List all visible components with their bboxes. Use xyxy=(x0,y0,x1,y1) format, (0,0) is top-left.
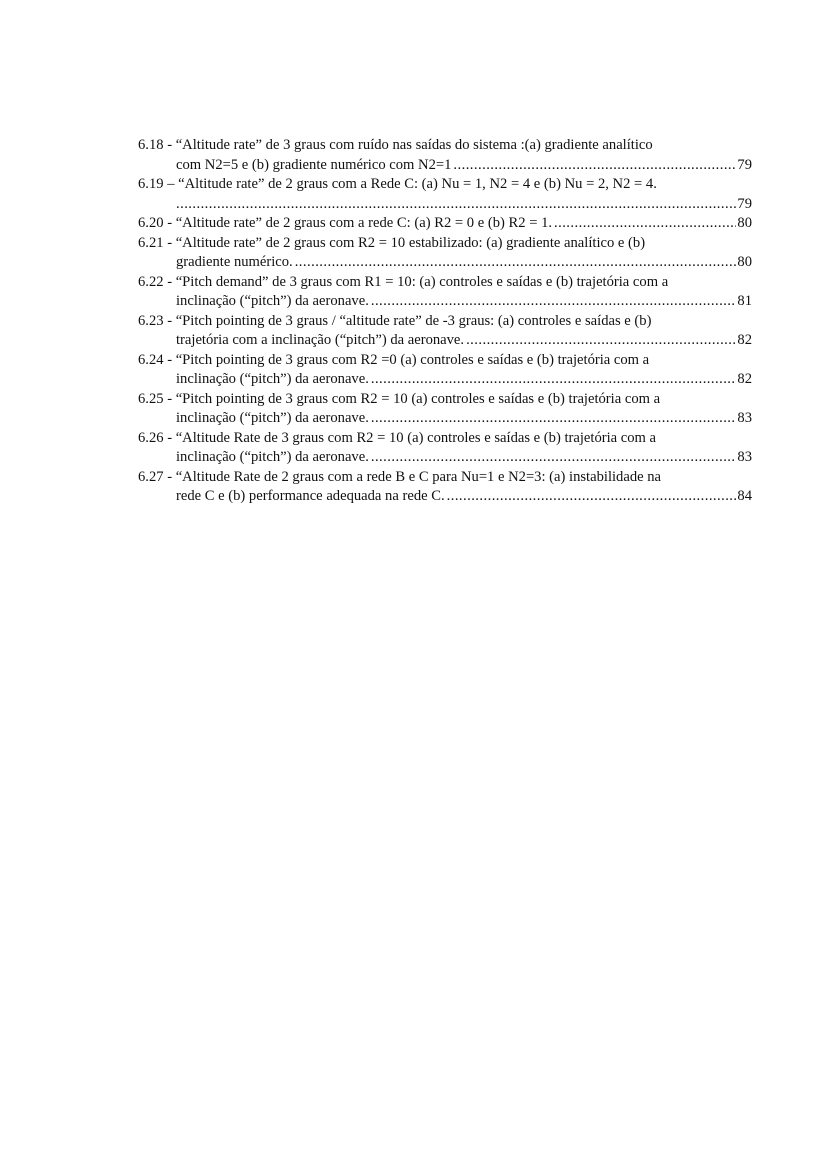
toc-page-number: 84 xyxy=(737,488,752,504)
toc-entry-text: 6.21 - “Altitude rate” de 2 graus com R2 = 10 estabilizado: (a) gradiente analítico e (b) xyxy=(138,234,646,251)
toc-line xyxy=(138,370,752,390)
dot-leader xyxy=(371,292,737,312)
toc-entry-6-23[interactable] xyxy=(138,312,752,351)
toc-line xyxy=(138,234,752,254)
toc-entry-6-22[interactable] xyxy=(138,273,752,312)
toc-entry-text: inclinação (“pitch”) da aeronave. xyxy=(176,410,369,426)
toc-entry-text: trajetória com a inclinação (“pitch”) da aeronave. xyxy=(176,332,465,348)
toc-entry-6-19[interactable] xyxy=(138,175,752,214)
toc-page-number: 79 xyxy=(737,195,752,212)
dot-leader xyxy=(371,448,737,468)
toc-entry-text: 6.26 - “Altitude Rate de 3 graus com R2 = 10 (a) controles e saídas e (b) trajetória com a xyxy=(138,429,657,446)
toc-entry-6-25[interactable] xyxy=(138,390,752,429)
toc-entry-text: 6.23 - “Pitch pointing de 3 graus / “altitude rate” de -3 graus: (a) controles e saídas e (b) xyxy=(138,312,652,329)
toc-line xyxy=(138,351,752,371)
toc-entry-6-18[interactable] xyxy=(138,136,752,175)
toc-line xyxy=(138,156,752,176)
toc-entry-text: 6.25 - “Pitch pointing de 3 graus com R2 = 10 (a) controles e saídas e (b) trajetória com a xyxy=(138,390,661,407)
toc-entry-text: 6.22 - “Pitch demand” de 3 graus com R1 = 10: (a) controles e saídas e (b) trajetória com a xyxy=(138,273,669,290)
dot-leader xyxy=(466,331,736,351)
toc-entry-text: 6.27 - “Altitude Rate de 2 graus com a rede B e C para Nu=1 e N2=3: (a) instabilidade na xyxy=(138,468,662,485)
toc-line xyxy=(138,273,752,293)
toc-entry-text: 6.20 - “Altitude rate” de 2 graus com a rede C: (a) R2 = 0 e (b) R2 = 1. xyxy=(138,215,553,231)
toc-page-number: 82 xyxy=(737,371,752,387)
toc-entry-6-20[interactable] xyxy=(138,214,752,234)
toc-page-number: 80 xyxy=(737,215,752,231)
dot-leader xyxy=(453,156,736,176)
toc-entry-text: inclinação (“pitch”) da aeronave. xyxy=(176,371,369,387)
toc-line xyxy=(138,429,752,449)
toc-entry-text: 6.18 - “Altitude rate” de 3 graus com ruído nas saídas do sistema :(a) gradiente analítico xyxy=(138,137,653,153)
toc-entry-6-26[interactable] xyxy=(138,429,752,468)
toc-entry-text: 6.19 – “Altitude rate” de 2 graus com a Rede C: (a) Nu = 1, N2 = 4 e (b) Nu = 2, N2 = 4. xyxy=(138,176,657,192)
toc-line xyxy=(138,409,752,429)
toc-line xyxy=(138,448,752,468)
list-of-figures xyxy=(138,136,752,507)
toc-entry-text: inclinação (“pitch”) da aeronave. xyxy=(176,449,369,465)
toc-entry-text: rede C e (b) performance adequada na rede C. xyxy=(176,488,445,504)
dot-leader xyxy=(295,253,737,273)
toc-line xyxy=(138,292,752,312)
toc-line xyxy=(138,312,752,332)
toc-entry-text: inclinação (“pitch”) da aeronave. xyxy=(176,293,369,309)
toc-entry-text: 6.24 - “Pitch pointing de 3 graus com R2 =0 (a) controles e saídas e (b) trajetória com a xyxy=(138,351,650,368)
dot-leader xyxy=(447,487,737,507)
dot-leader xyxy=(176,195,736,215)
toc-line xyxy=(138,136,752,156)
toc-page-number: 81 xyxy=(737,293,752,309)
toc-page-number: 82 xyxy=(737,332,752,348)
dot-leader xyxy=(371,370,737,390)
toc-page-number: 83 xyxy=(737,410,752,426)
toc-line xyxy=(138,214,752,234)
toc-line xyxy=(138,487,752,507)
dot-leader xyxy=(371,409,737,429)
toc-line xyxy=(138,195,752,215)
toc-page-number: 80 xyxy=(737,254,752,270)
toc-page-number: 79 xyxy=(737,156,752,173)
toc-page-number: 83 xyxy=(737,449,752,465)
toc-entry-text: com N2=5 e (b) gradiente numérico com N2=1 xyxy=(176,156,452,173)
dot-leader xyxy=(554,214,736,234)
toc-line xyxy=(138,331,752,351)
toc-line xyxy=(138,468,752,488)
toc-entry-text: gradiente numérico. xyxy=(176,254,293,270)
toc-entry-6-24[interactable] xyxy=(138,351,752,390)
toc-entry-6-27[interactable] xyxy=(138,468,752,507)
toc-line xyxy=(138,253,752,273)
toc-entry-6-21[interactable] xyxy=(138,234,752,273)
toc-line xyxy=(138,175,752,195)
toc-line xyxy=(138,390,752,410)
